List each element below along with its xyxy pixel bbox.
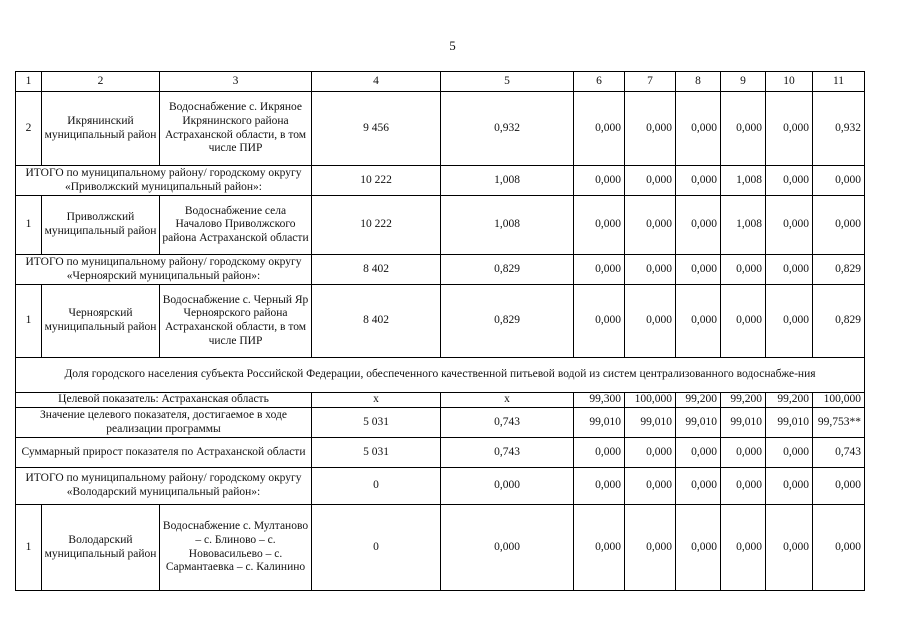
value-cell: 0,000 xyxy=(721,285,766,358)
header-cell: 4 xyxy=(312,72,441,92)
value-cell: 0,000 xyxy=(766,196,813,255)
value-cell: 99,753** xyxy=(813,408,865,438)
value-cell: 99,010 xyxy=(721,408,766,438)
value-cell: 9 456 xyxy=(312,92,441,166)
table-row xyxy=(16,255,865,285)
value-cell: 0,000 xyxy=(721,505,766,591)
value-cell: x xyxy=(312,393,441,408)
value-cell: 0,000 xyxy=(625,438,676,468)
header-cell: 1 xyxy=(16,72,42,92)
value-cell: 0,000 xyxy=(766,438,813,468)
table-row xyxy=(16,196,865,255)
header-cell: 10 xyxy=(766,72,813,92)
value-cell: 0 xyxy=(312,468,441,505)
value-cell: 0,000 xyxy=(574,468,625,505)
value-cell: 0,000 xyxy=(813,468,865,505)
page-number: 5 xyxy=(449,38,456,53)
value-cell: x xyxy=(441,393,574,408)
value-cell: 0,000 xyxy=(574,92,625,166)
value-cell: 0 xyxy=(312,505,441,591)
total-label: ИТОГО по муниципальному району/ городскому округу «Приволжский муниципальный район»: xyxy=(16,166,312,196)
value-cell: 0,932 xyxy=(813,92,865,166)
table-row xyxy=(16,92,865,166)
district-name: Икрянинский муниципальный район xyxy=(42,92,160,166)
row-number: 2 xyxy=(16,92,42,166)
table-row xyxy=(16,408,865,438)
value-cell: 0,000 xyxy=(441,505,574,591)
value-cell: 0,000 xyxy=(441,468,574,505)
value-cell: 0,000 xyxy=(766,255,813,285)
value-cell: 0,000 xyxy=(813,196,865,255)
value-cell: 1,008 xyxy=(721,166,766,196)
row-number: 1 xyxy=(16,505,42,591)
value-cell: 5 031 xyxy=(312,408,441,438)
table-row xyxy=(16,505,865,591)
table-row xyxy=(16,468,865,505)
target-label: Целевой показатель: Астраханская область xyxy=(16,393,312,408)
value-cell: 0,829 xyxy=(813,255,865,285)
total-label: ИТОГО по муниципальному району/ городскому округу «Володарский муниципальный район»: xyxy=(16,468,312,505)
value-cell: 5 031 xyxy=(312,438,441,468)
value-cell: 0,000 xyxy=(721,255,766,285)
table-row xyxy=(16,166,865,196)
value-cell: 0,000 xyxy=(676,505,721,591)
value-cell: 0,000 xyxy=(766,92,813,166)
value-cell: 10 222 xyxy=(312,166,441,196)
value-cell: 0,000 xyxy=(676,166,721,196)
value-cell: 99,300 xyxy=(574,393,625,408)
sum-growth-label: Суммарный прирост показателя по Астраханской области xyxy=(16,438,312,468)
district-name: Володарский муниципальный район xyxy=(42,505,160,591)
value-cell: 0,000 xyxy=(676,438,721,468)
value-cell: 0,000 xyxy=(574,505,625,591)
value-cell: 1,008 xyxy=(441,166,574,196)
value-cell: 0,000 xyxy=(813,166,865,196)
value-cell: 0,000 xyxy=(625,92,676,166)
header-cell: 9 xyxy=(721,72,766,92)
value-cell: 0,000 xyxy=(625,166,676,196)
value-cell: 0,743 xyxy=(441,438,574,468)
value-cell: 0,000 xyxy=(676,196,721,255)
indicator-description: Доля городского населения субъекта Российской Федерации, обеспеченного качественной питьевой водой из систем централизованного водоснабже-ния xyxy=(16,358,865,393)
value-cell: 0,000 xyxy=(574,438,625,468)
value-cell: 100,000 xyxy=(625,393,676,408)
table-row xyxy=(16,393,865,408)
value-cell: 0,000 xyxy=(721,92,766,166)
value-cell: 0,932 xyxy=(441,92,574,166)
value-cell: 0,000 xyxy=(766,468,813,505)
total-label: ИТОГО по муниципальному району/ городскому округу «Черноярский муниципальный район»: xyxy=(16,255,312,285)
value-cell: 0,000 xyxy=(625,285,676,358)
header-cell: 3 xyxy=(160,72,312,92)
table-row xyxy=(16,285,865,358)
header-cell: 2 xyxy=(42,72,160,92)
value-cell: 0,000 xyxy=(574,285,625,358)
value-cell: 0,829 xyxy=(813,285,865,358)
value-cell: 10 222 xyxy=(312,196,441,255)
achieved-label: Значение целевого показателя, достигаемое в ходе реализации программы xyxy=(16,408,312,438)
value-cell: 99,010 xyxy=(766,408,813,438)
row-number: 1 xyxy=(16,285,42,358)
header-cell: 11 xyxy=(813,72,865,92)
district-name: Черноярский муниципальный район xyxy=(42,285,160,358)
value-cell: 1,008 xyxy=(441,196,574,255)
value-cell: 99,010 xyxy=(574,408,625,438)
value-cell: 0,000 xyxy=(676,255,721,285)
value-cell: 99,200 xyxy=(721,393,766,408)
value-cell: 0,000 xyxy=(676,92,721,166)
value-cell: 0,000 xyxy=(721,468,766,505)
value-cell: 0,000 xyxy=(676,285,721,358)
object-name: Водоснабжение с. Икряное Икрянинского района Астраханской области, в том числе ПИР xyxy=(160,92,312,166)
value-cell: 0,743 xyxy=(441,408,574,438)
value-cell: 0,000 xyxy=(766,285,813,358)
table-row xyxy=(16,358,865,393)
value-cell: 99,200 xyxy=(676,393,721,408)
header-cell: 8 xyxy=(676,72,721,92)
header-cell: 7 xyxy=(625,72,676,92)
value-cell: 0,000 xyxy=(625,255,676,285)
value-cell: 0,000 xyxy=(721,438,766,468)
value-cell: 1,008 xyxy=(721,196,766,255)
district-name: Приволжский муниципальный район xyxy=(42,196,160,255)
value-cell: 0,000 xyxy=(574,196,625,255)
value-cell: 0,000 xyxy=(766,166,813,196)
value-cell: 99,200 xyxy=(766,393,813,408)
value-cell: 0,000 xyxy=(625,468,676,505)
value-cell: 8 402 xyxy=(312,285,441,358)
table-row xyxy=(16,438,865,468)
value-cell: 99,010 xyxy=(625,408,676,438)
value-cell: 0,000 xyxy=(625,196,676,255)
value-cell: 0,000 xyxy=(625,505,676,591)
value-cell: 100,000 xyxy=(813,393,865,408)
value-cell: 0,743 xyxy=(813,438,865,468)
program-table xyxy=(15,71,865,591)
header-cell: 5 xyxy=(441,72,574,92)
value-cell: 0,000 xyxy=(574,166,625,196)
value-cell: 0,000 xyxy=(676,468,721,505)
value-cell: 99,010 xyxy=(676,408,721,438)
value-cell: 0,829 xyxy=(441,285,574,358)
object-name: Водоснабжение с. Мултаново – с. Блиново – с. Нововасильево – с. Сармантаевка – с. Калинино xyxy=(160,505,312,591)
header-row xyxy=(16,72,865,92)
row-number: 1 xyxy=(16,196,42,255)
header-cell: 6 xyxy=(574,72,625,92)
value-cell: 0,829 xyxy=(441,255,574,285)
value-cell: 8 402 xyxy=(312,255,441,285)
object-name: Водоснабжение села Началово Приволжского района Астраханской области xyxy=(160,196,312,255)
value-cell: 0,000 xyxy=(574,255,625,285)
object-name: Водоснабжение с. Черный Яр Черноярского района Астраханской области, в том числе ПИР xyxy=(160,285,312,358)
value-cell: 0,000 xyxy=(813,505,865,591)
value-cell: 0,000 xyxy=(766,505,813,591)
